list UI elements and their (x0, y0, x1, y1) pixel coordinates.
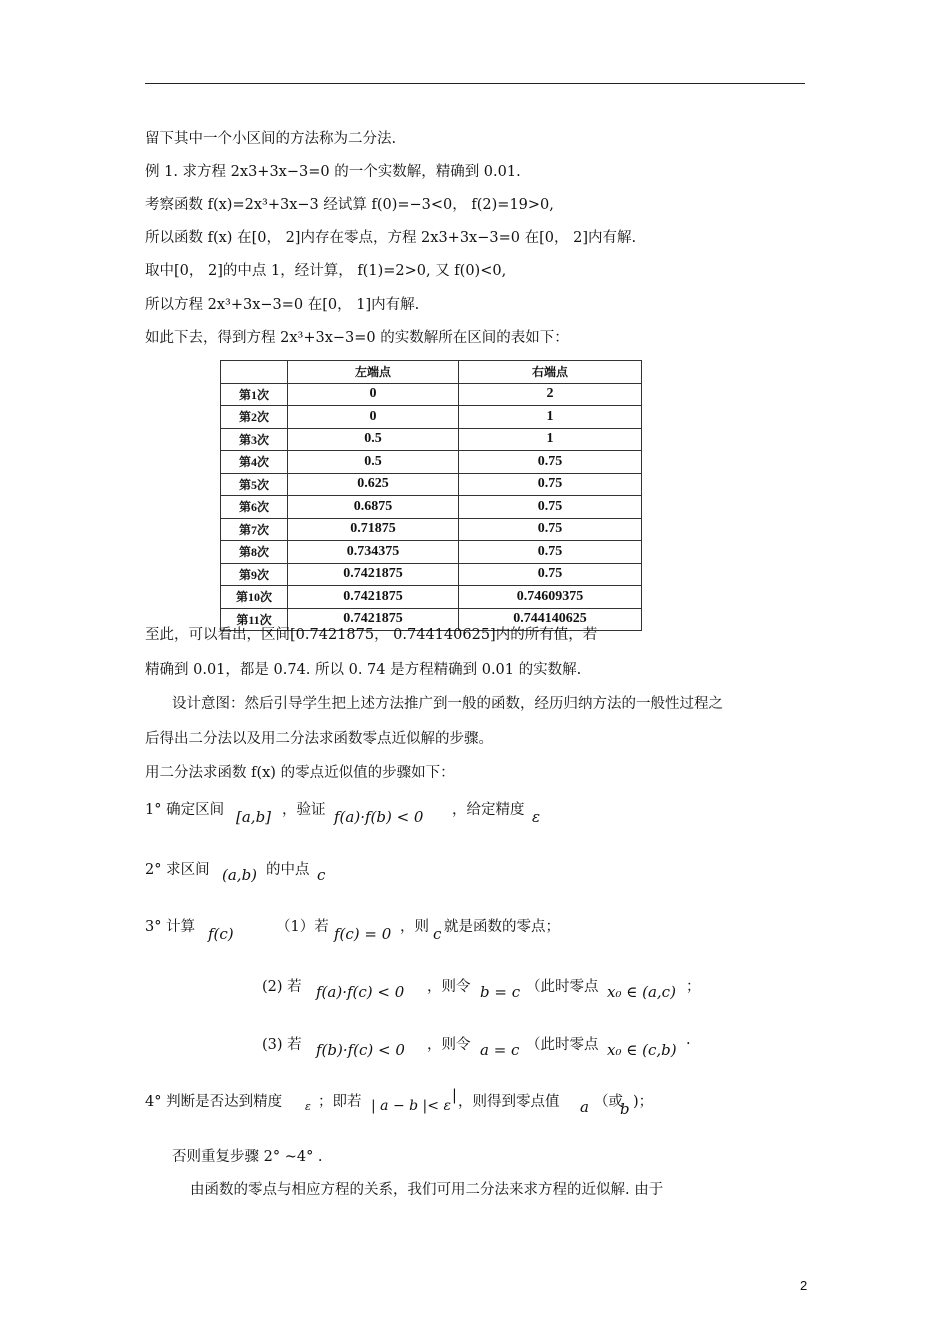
case-2-range: x₀ ∈ (a,c) (607, 983, 676, 1001)
case-1-tail: 就是函数的零点； (444, 919, 560, 935)
left-endpoint-cell: 0.5 (288, 451, 459, 474)
case-1-then: ，则 (400, 919, 429, 935)
fc-expr: f(c) (208, 925, 234, 943)
case-3-then: ，则令 (427, 1037, 471, 1053)
right-endpoint-cell: 2 (459, 383, 642, 406)
table-row (221, 496, 642, 519)
case-2-note: （此时零点 (526, 979, 599, 995)
text-line: 用二分法求函数 f(x) 的零点近似值的步骤如下： (145, 765, 455, 781)
text-line: 留下其中一个小区间的方法称为二分法. (145, 131, 397, 147)
precision-text: ，给定精度 (452, 802, 525, 818)
text-line: 精确到 0.01，都是 0.74. 所以 0. 74 是方程精确到 0.01 的实数解. (145, 662, 582, 678)
left-endpoint-cell: 0 (288, 383, 459, 406)
right-endpoint-cell: 0.75 (459, 473, 642, 496)
case-3-label: (3) 若 (262, 1037, 302, 1053)
interval-ab-open: (a,b) (222, 866, 258, 884)
case-1-label: （1）若 (276, 919, 329, 935)
right-endpoint-cell: 1 (459, 428, 642, 451)
interval-ab: [a,b] (236, 808, 272, 826)
case-2-assign: b = c (480, 983, 521, 1001)
header-rule (145, 83, 805, 84)
left-endpoint-cell: 0.625 (288, 473, 459, 496)
step-4-or: （或 (594, 1094, 623, 1110)
page-number: 2 (800, 1278, 808, 1293)
right-endpoint-cell: 0.74609375 (459, 586, 642, 609)
step-4-mid: ；即若 (318, 1094, 362, 1110)
left-endpoint-cell: 0.5 (288, 428, 459, 451)
table-header-cell: 右端点 (459, 361, 642, 384)
right-endpoint-cell: 0.75 (459, 451, 642, 474)
table-header-cell (221, 361, 288, 384)
iteration-cell: 第10次 (221, 586, 288, 609)
step-2-label: 2° 求区间 (145, 862, 210, 878)
text-line: 取中[0， 2]的中点 1，经计算， f(1)=2>0, 又 f(0)<0, (145, 263, 507, 279)
iteration-cell: 第6次 (221, 496, 288, 519)
step-3-label: 3° 计算 (145, 919, 196, 935)
right-endpoint-cell: 0.75 (459, 496, 642, 519)
step-4-cond: | a − b |< ε (371, 1098, 451, 1114)
case-2-cond: f(a)·f(c) < 0 (316, 983, 405, 1001)
right-endpoint-cell: 0.75 (459, 563, 642, 586)
table-row (221, 518, 642, 541)
bisection-table (220, 360, 642, 631)
text-line: 例 1. 求方程 2x3+3x−3=0 的一个实数解，精确到 0.01. (145, 164, 521, 180)
table-header-row (221, 361, 642, 384)
case-1-c: c (433, 925, 442, 943)
iteration-cell: 第9次 (221, 563, 288, 586)
table-row (221, 406, 642, 429)
step-4-b: b (620, 1100, 630, 1118)
case-2-label: (2) 若 (262, 979, 302, 995)
table-row (221, 541, 642, 564)
step-4-then: ，则得到零点值 (458, 1094, 560, 1110)
text-line: 如此下去，得到方程 2x³+3x−3=0 的实数解所在区间的表如下： (145, 330, 569, 346)
left-endpoint-cell: 0 (288, 406, 459, 429)
step-4-label: 4° 判断是否达到精度 (145, 1094, 283, 1110)
text-line: 考察函数 f(x)=2x³+3x−3 经试算 f(0)=−3<0， f(2)=19>0, (145, 197, 554, 213)
left-endpoint-cell: 0.734375 (288, 541, 459, 564)
step-4-end: )； (633, 1094, 654, 1110)
iteration-cell: 第3次 (221, 428, 288, 451)
iteration-cell: 第1次 (221, 383, 288, 406)
midpoint-c: c (317, 866, 326, 884)
right-endpoint-cell: 0.75 (459, 541, 642, 564)
verify-text: ，验证 (282, 802, 326, 818)
text-line: 设计意图：然后引导学生把上述方法推广到一般的函数，经历归纳方法的一般性过程之 (172, 696, 723, 712)
text-line: 所以方程 2x³+3x−3=0 在[0， 1]内有解. (145, 297, 420, 313)
text-line: 所以函数 f(x) 在[0， 2]内存在零点，方程 2x3+3x−3=0 在[0， 2]内有解. (145, 230, 637, 246)
table-header-cell: 左端点 (288, 361, 459, 384)
case-1-cond: f(c) = 0 (334, 925, 392, 943)
table-row (221, 451, 642, 474)
right-endpoint-cell: 0.744140625 (459, 608, 642, 631)
step-4-eps: ε (305, 1100, 311, 1113)
text-line: 后得出二分法以及用二分法求函数零点近似解的步骤。 (145, 731, 493, 747)
table-row (221, 428, 642, 451)
case-2-then: ，则令 (427, 979, 471, 995)
iteration-cell: 第4次 (221, 451, 288, 474)
text-line: 否则重复步骤 2° ~4° . (172, 1149, 323, 1165)
step-1-label: 1° 确定区间 (145, 802, 225, 818)
left-endpoint-cell: 0.71875 (288, 518, 459, 541)
table-row (221, 383, 642, 406)
right-endpoint-cell: 1 (459, 406, 642, 429)
iteration-cell: 第5次 (221, 473, 288, 496)
table-row (221, 586, 642, 609)
table-row (221, 563, 642, 586)
step-4-a: a (580, 1098, 589, 1116)
left-endpoint-cell: 0.6875 (288, 496, 459, 519)
right-endpoint-cell: 0.75 (459, 518, 642, 541)
left-endpoint-cell: 0.7421875 (288, 608, 459, 631)
midpoint-text: 的中点 (266, 862, 310, 878)
left-endpoint-cell: 0.7421875 (288, 563, 459, 586)
epsilon-symbol: ε (532, 808, 541, 826)
iteration-cell: 第8次 (221, 541, 288, 564)
iteration-cell: 第7次 (221, 518, 288, 541)
case-2-end: ； (686, 979, 701, 995)
iteration-cell: 第11次 (221, 608, 288, 631)
condition-fa-fb: f(a)·f(b) < 0 (334, 808, 424, 826)
case-3-range: x₀ ∈ (c,b) (607, 1041, 677, 1059)
case-3-note: （此时零点 (526, 1037, 599, 1053)
left-endpoint-cell: 0.7421875 (288, 586, 459, 609)
iteration-cell: 第2次 (221, 406, 288, 429)
step-1 (145, 798, 224, 819)
step-4-bar: | (452, 1088, 457, 1104)
table-row (221, 473, 642, 496)
text-line: 由函数的零点与相应方程的关系，我们可用二分法来求方程的近似解. 由于 (190, 1182, 664, 1198)
case-3-cond: f(b)·f(c) < 0 (316, 1041, 405, 1059)
text-line: 至此，可以看出，区间[0.7421875， 0.744140625]内的所有值，若 (145, 627, 598, 643)
case-3-end: · (686, 1036, 691, 1052)
case-3-assign: a = c (480, 1041, 520, 1059)
